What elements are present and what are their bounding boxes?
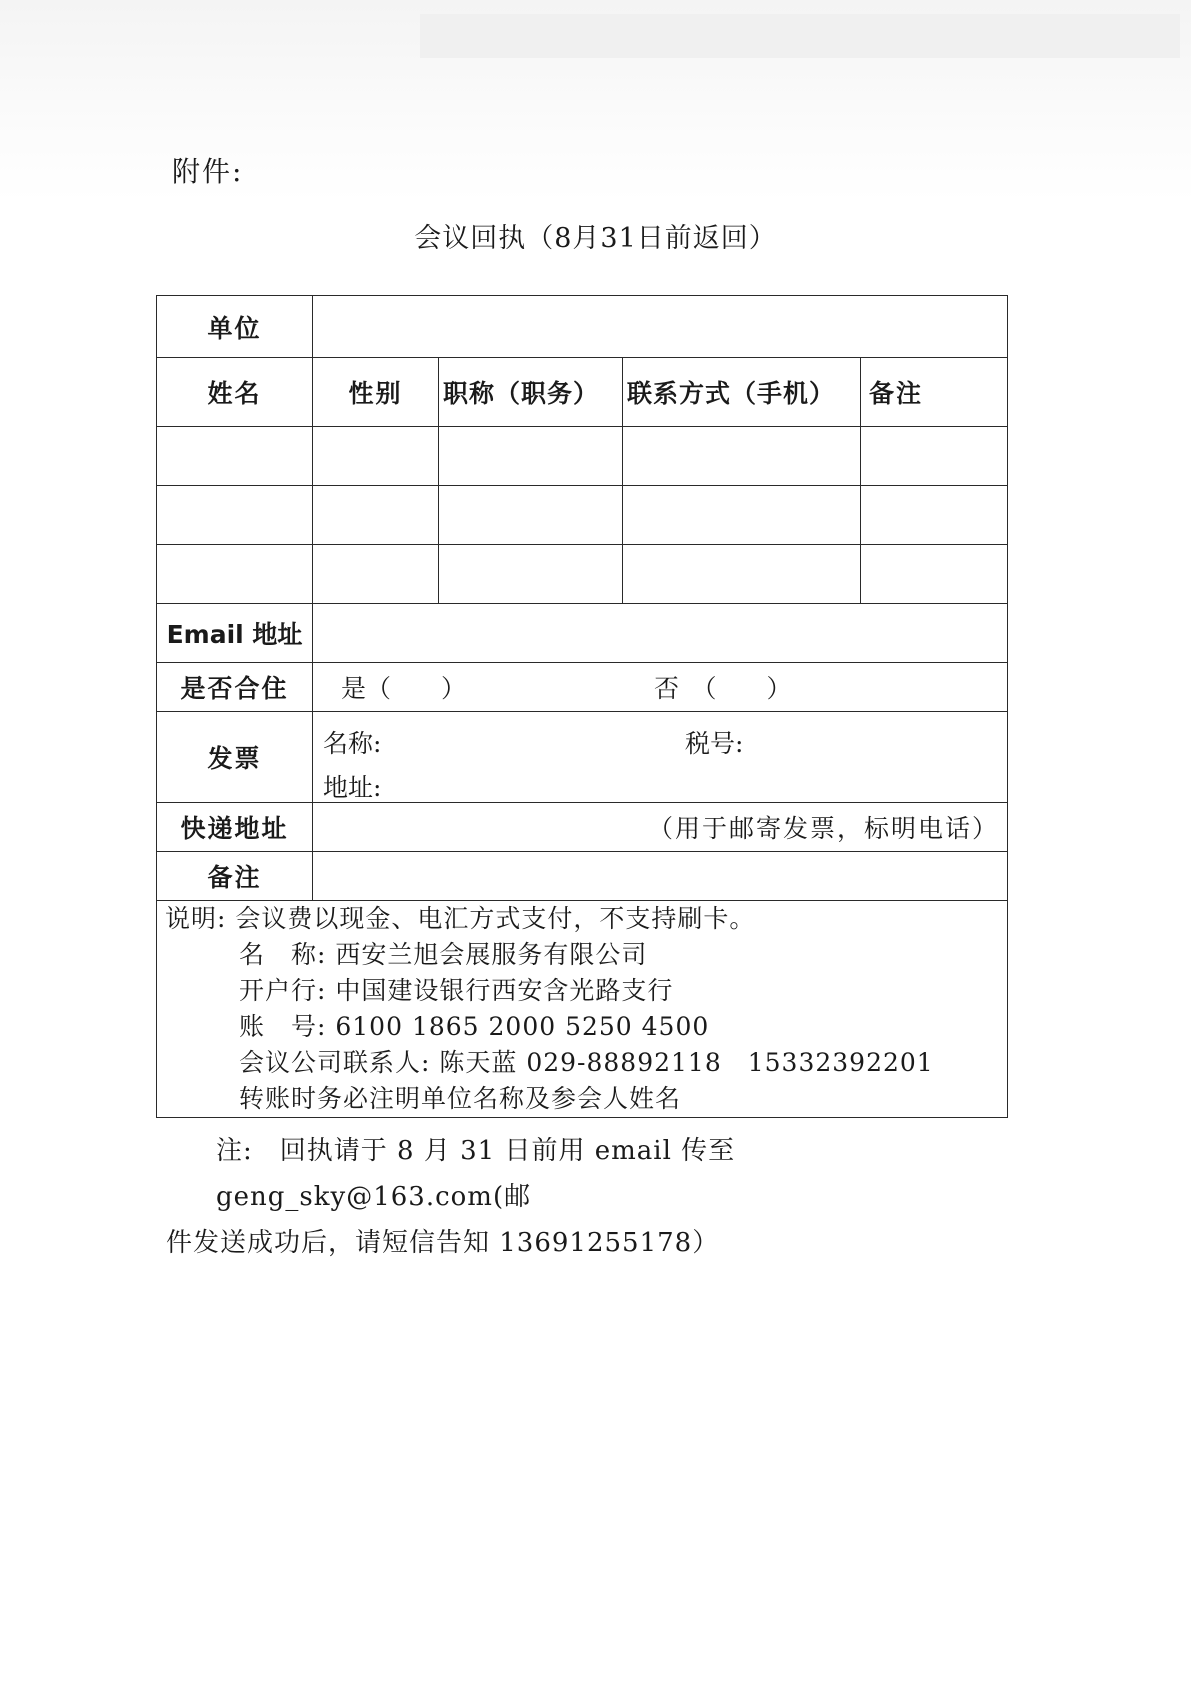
explanation-line: 说明: 会议费以现金、电汇方式支付，不支持刷卡。 [165, 904, 756, 933]
attendee-title-cell[interactable] [439, 486, 623, 545]
attendee-contact-cell[interactable] [623, 545, 861, 604]
invoice-label: 发票 [157, 712, 313, 803]
header-title: 职称（职务） [439, 358, 623, 427]
unit-label: 单位 [157, 296, 313, 358]
email-row [157, 604, 1008, 663]
receipt-form-table [156, 295, 1008, 1118]
footnote-line: 注: 回执请于 8 月 31 日前用 email 传至 geng_sky@163.com(邮 [216, 1136, 736, 1212]
remarks-field[interactable] [313, 852, 1008, 901]
attendee-title-cell[interactable] [439, 545, 623, 604]
email-field[interactable] [313, 604, 1008, 663]
shared-room-row [157, 663, 1008, 712]
explanation-line: 会议公司联系人: 陈天蓝 029-88892118 15332392201 [239, 1048, 934, 1077]
shared-room-yes-option[interactable]: 是（ ） [341, 674, 467, 703]
attendee-remarks-cell[interactable] [861, 486, 1008, 545]
attendee-remarks-cell[interactable] [861, 427, 1008, 486]
attendee-contact-cell[interactable] [623, 427, 861, 486]
shared-room-options [313, 663, 1008, 712]
attendee-row [157, 427, 1008, 486]
express-address-label: 快递地址 [157, 803, 313, 852]
header-name: 姓名 [157, 358, 313, 427]
remarks-row [157, 852, 1008, 901]
document-title: 会议回执（8月31日前返回） [414, 223, 777, 254]
unit-row [157, 296, 1008, 358]
attachment-label: 附件: [172, 155, 244, 188]
invoice-name-field[interactable]: 名称: [323, 729, 382, 758]
invoice-tax-number-field[interactable]: 税号: [685, 729, 744, 758]
attendee-name-cell[interactable] [157, 545, 313, 604]
express-address-field[interactable]: （用于邮寄发票，标明电话） [313, 803, 1008, 852]
payment-explanation-row [157, 901, 1008, 1118]
email-label: Email 地址 [157, 604, 313, 663]
footnote [166, 1128, 1006, 1266]
explanation-line: 账 号: 6100 1865 2000 5250 4500 [239, 1012, 710, 1041]
attendee-title-cell[interactable] [439, 427, 623, 486]
explanation-line: 转账时务必注明单位名称及参会人姓名 [239, 1084, 682, 1113]
header-remarks: 备注 [861, 358, 1008, 427]
payment-explanation [157, 901, 1008, 1118]
explanation-line: 开户行: 中国建设银行西安含光路支行 [239, 976, 674, 1005]
shared-room-no-option[interactable]: 否 （ ） [653, 674, 792, 703]
invoice-row [157, 712, 1008, 803]
attendee-name-cell[interactable] [157, 486, 313, 545]
unit-field[interactable] [313, 296, 1008, 358]
express-address-row [157, 803, 1008, 852]
header-gender: 性别 [313, 358, 439, 427]
attendee-gender-cell[interactable] [313, 486, 439, 545]
footnote-line: 件发送成功后，请短信告知 13691255178） [166, 1228, 720, 1258]
explanation-line: 名 称: 西安兰旭会展服务有限公司 [239, 940, 648, 969]
attendee-gender-cell[interactable] [313, 427, 439, 486]
attendee-row [157, 486, 1008, 545]
attendee-remarks-cell[interactable] [861, 545, 1008, 604]
attendee-contact-cell[interactable] [623, 486, 861, 545]
attendee-header-row [157, 358, 1008, 427]
invoice-address-field[interactable]: 地址: [323, 773, 382, 802]
attendee-name-cell[interactable] [157, 427, 313, 486]
header-contact: 联系方式（手机） [623, 358, 861, 427]
attendee-row [157, 545, 1008, 604]
attendee-gender-cell[interactable] [313, 545, 439, 604]
scan-artifact [420, 14, 1180, 58]
remarks-label: 备注 [157, 852, 313, 901]
invoice-fields [313, 712, 1008, 803]
shared-room-label: 是否合住 [157, 663, 313, 712]
